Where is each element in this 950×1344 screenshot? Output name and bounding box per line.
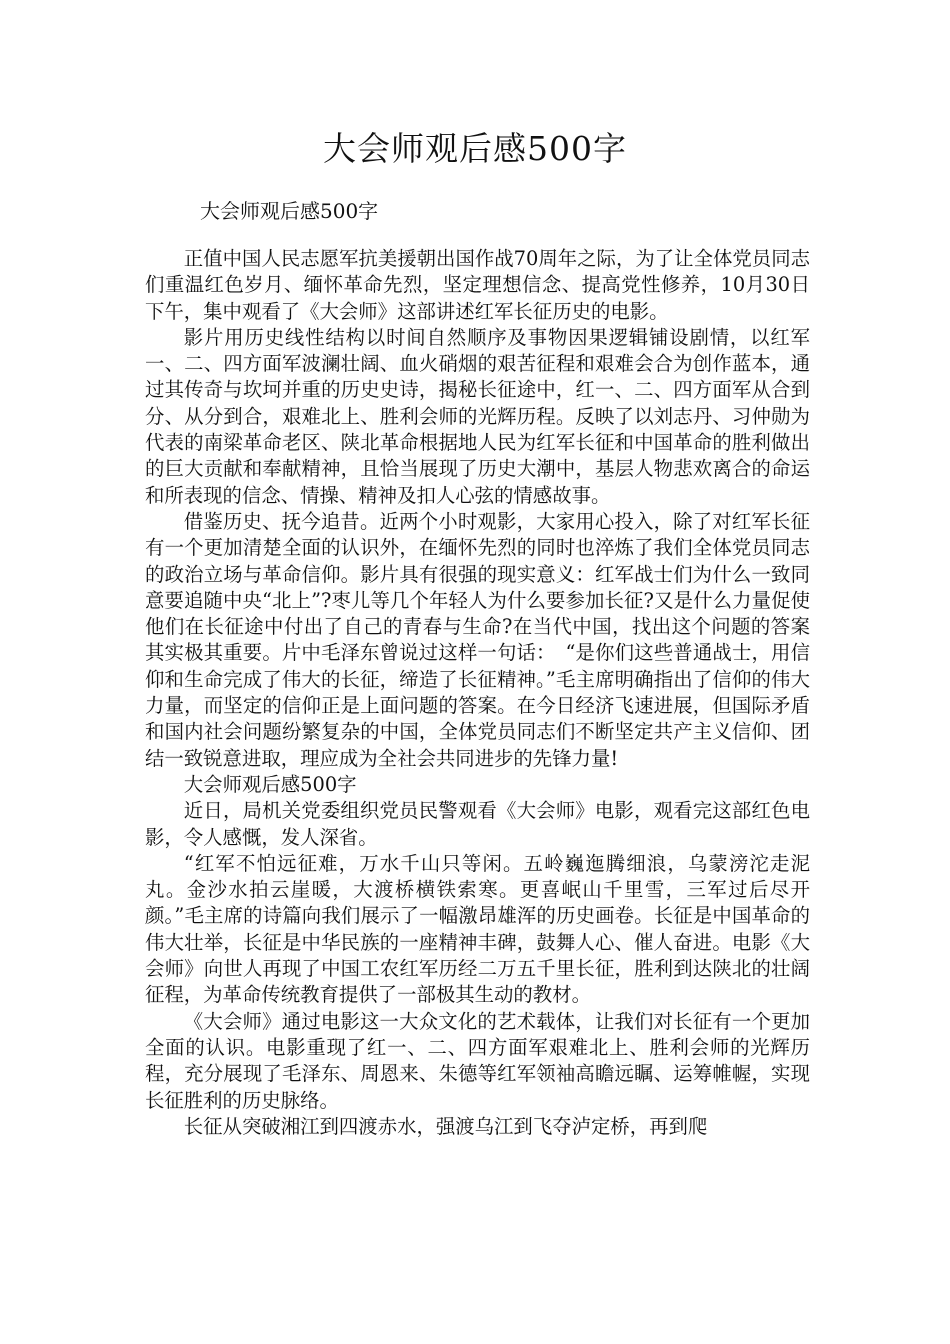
- section-heading: 大会师观后感500字: [183, 772, 357, 796]
- paragraph-1: 正值中国人民志愿军抗美援朝出国作战70周年之际，为了让全体党员同志们重温红色岁月、缅怀革命先烈，坚定理想信念、提高党性修养，10月30日下午，集中观看了《大会师》这部讲述红军长征历史的电影。: [145, 247, 810, 323]
- paragraph-6: 《大会师》通过电影这一大众文化的艺术载体，让我们对长征有一个更加全面的认识。电影重现了红一、二、四方面军艰难北上、胜利会师的光辉历程，充分展现了毛泽东、周恩来、朱德等红军领袖高瞻远瞩、运筹帷幄，实现长征胜利的历史脉络。: [145, 1009, 810, 1112]
- document-subtitle: 大会师观后感500字: [200, 199, 379, 223]
- paragraph-3: 借鉴历史、抚今追昔。近两个小时观影，大家用心投入，除了对红军长征有一个更加清楚全面的认识外，在缅怀先烈的同时也淬炼了我们全体党员同志的政治立场与革命信仰。影片具有很强的现实意义：红军战士们为什么一致同意要追随中央“北上”?枣儿等几个年轻人为什么要参加长征?又是什么力量促使他们在长征途中付出了自己的青春与生命?在当代中国，找出这个问题的答案其实极其重要。片中毛泽东曾说过这样一句话： “是你们这些普通战士，用信仰和生命完成了伟大的长征，缔造了长征精神。”毛主席明确指出了信仰的伟大力量，而坚定的信仰正是上面问题的答案。在今日经济飞速进展，但国际矛盾和国内社会问题纷繁复杂的中国，全体党员同志们不断坚定共产主义信仰、团结一致锐意进取，理应成为全社会共同进步的先锋力量!: [145, 509, 810, 770]
- paragraph-7: 长征从突破湘江到四渡赤水，强渡乌江到飞夺泸定桥，再到爬: [183, 1114, 708, 1138]
- paragraph-2: 影片用历史线性结构以时间自然顺序及事物因果逻辑铺设剧情，以红军一、二、四方面军波澜壮阔、血火硝烟的艰苦征程和艰难会合为创作蓝本，通过其传奇与坎坷并重的历史史诗，揭秘长征途中，红一、二、四方面军从合到分、从分到合，艰难北上、胜利会师的光辉历程。反映了以刘志丹、习仲勋为代表的南梁革命老区、陕北革命根据地人民为红军长征和中国革命的胜利做出的巨大贡献和奉献精神，且恰当展现了历史大潮中，基层人物悲欢离合的命运和所表现的信念、情操、精神及扣人心弦的情感故事。: [145, 325, 810, 507]
- paragraph-4: 近日，局机关党委组织党员民警观看《大会师》电影，观看完这部红色电影，令人感慨，发人深省。: [145, 799, 810, 849]
- document-body: [145, 246, 810, 1140]
- document-title: 大会师观后感500字: [323, 129, 627, 168]
- paragraph-5: “红军不怕远征难，万水千山只等闲。五岭巍迤腾细浪，乌蒙滂沱走泥丸。金沙水拍云崖暖，大渡桥横铁索寒。更喜岷山千里雪，三军过后尽开颜。”毛主席的诗篇向我们展示了一幅激昂雄浑的历史画卷。长征是中国革命的伟大壮举，长征是中华民族的一座精神丰碑，鼓舞人心、催人奋进。电影《大会师》向世人再现了中国工农红军历经二万五千里长征，胜利到达陕北的壮阔征程，为革命传统教育提供了一部极其生动的教材。: [145, 851, 810, 1007]
